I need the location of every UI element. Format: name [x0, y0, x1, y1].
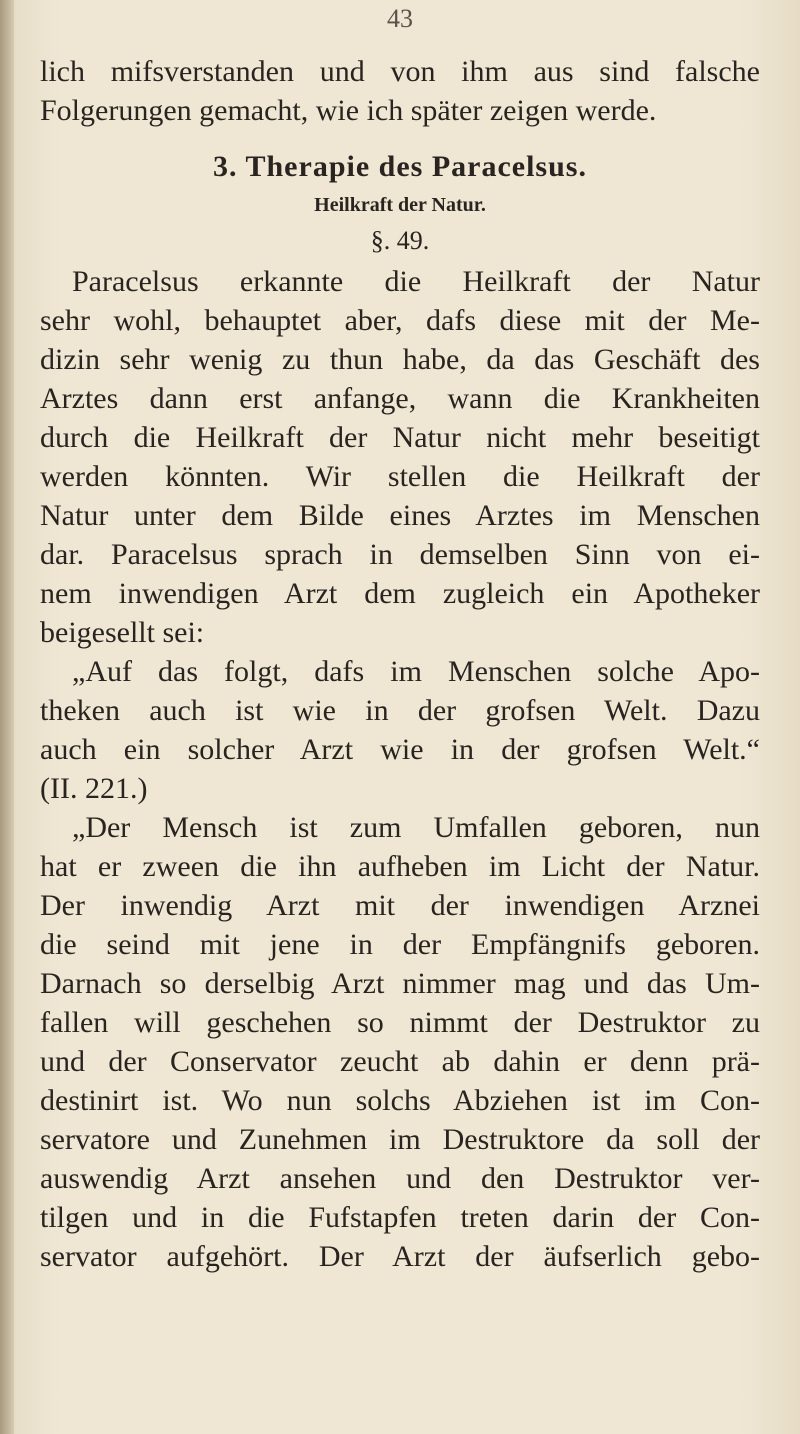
- page-number: 43: [387, 4, 413, 33]
- quote-line: hat er zween die ihn aufheben im Licht der Natur.: [40, 850, 760, 883]
- quote-line: theken auch ist wie in der grofsen Welt. Dazu: [40, 694, 760, 727]
- text-line: sehr wohl, behauptet aber, dafs diese mit der Me-: [40, 304, 760, 337]
- text-line: durch die Heilkraft der Natur nicht mehr beseitigt: [40, 421, 760, 454]
- quote-line: servatore und Zunehmen im Destruktore da soll der: [40, 1123, 760, 1156]
- text-line: werden könnten. Wir stellen die Heilkraft der: [40, 460, 760, 493]
- section-number: §. 49.: [370, 226, 430, 255]
- quote-line: „Der Mensch ist zum Umfallen geboren, nun: [72, 811, 760, 844]
- quote-line: fallen will geschehen so nimmt der Destruktor zu: [40, 1006, 760, 1039]
- text-line: nem inwendigen Arzt dem zugleich ein Apotheker: [40, 577, 760, 610]
- chapter-heading: 3. Therapie des Paracelsus.: [213, 150, 587, 183]
- text-line: Arztes dann erst anfange, wann die Krankheiten: [40, 382, 760, 415]
- quote-line: „Auf das folgt, dafs im Menschen solche Apo-: [72, 655, 760, 688]
- quote-line: Der inwendig Arzt mit der inwendigen Arznei: [40, 889, 760, 922]
- quote-line: destinirt ist. Wo nun solchs Abziehen ist im Con-: [40, 1084, 760, 1117]
- page-text: [40, 52, 760, 1276]
- text-line: Folgerungen gemacht, wie ich später zeigen werde.: [40, 94, 657, 127]
- quote-line: servator aufgehört. Der Arzt der äufserlich gebo-: [40, 1240, 760, 1273]
- text-line: dizin sehr wenig zu thun habe, da das Geschäft des: [40, 343, 760, 376]
- quote-line: auswendig Arzt ansehen und den Destruktor ver-: [40, 1162, 760, 1195]
- quote-line: Darnach so derselbig Arzt nimmer mag und das Um-: [40, 967, 760, 1000]
- text-line: Natur unter dem Bilde eines Arztes im Menschen: [40, 499, 760, 532]
- quote-line: tilgen und in die Fufstapfen treten darin der Con-: [40, 1201, 760, 1234]
- citation: (II. 221.): [40, 772, 148, 805]
- chapter-subheading: Heilkraft der Natur.: [314, 194, 486, 216]
- page-spine-shadow: [0, 0, 14, 1434]
- quote-line: und der Conservator zeucht ab dahin er denn prä-: [40, 1045, 760, 1078]
- text-line: Paracelsus erkannte die Heilkraft der Natur: [72, 265, 760, 298]
- text-line: dar. Paracelsus sprach in demselben Sinn von ei-: [40, 538, 760, 571]
- quote-line: auch ein solcher Arzt wie in der grofsen Welt.“: [40, 733, 760, 766]
- quote-line: die seind mit jene in der Empfängnifs geboren.: [40, 928, 760, 961]
- text-line: beigesellt sei:: [40, 616, 205, 649]
- text-line: lich mifsverstanden und von ihm aus sind falsche: [40, 55, 760, 88]
